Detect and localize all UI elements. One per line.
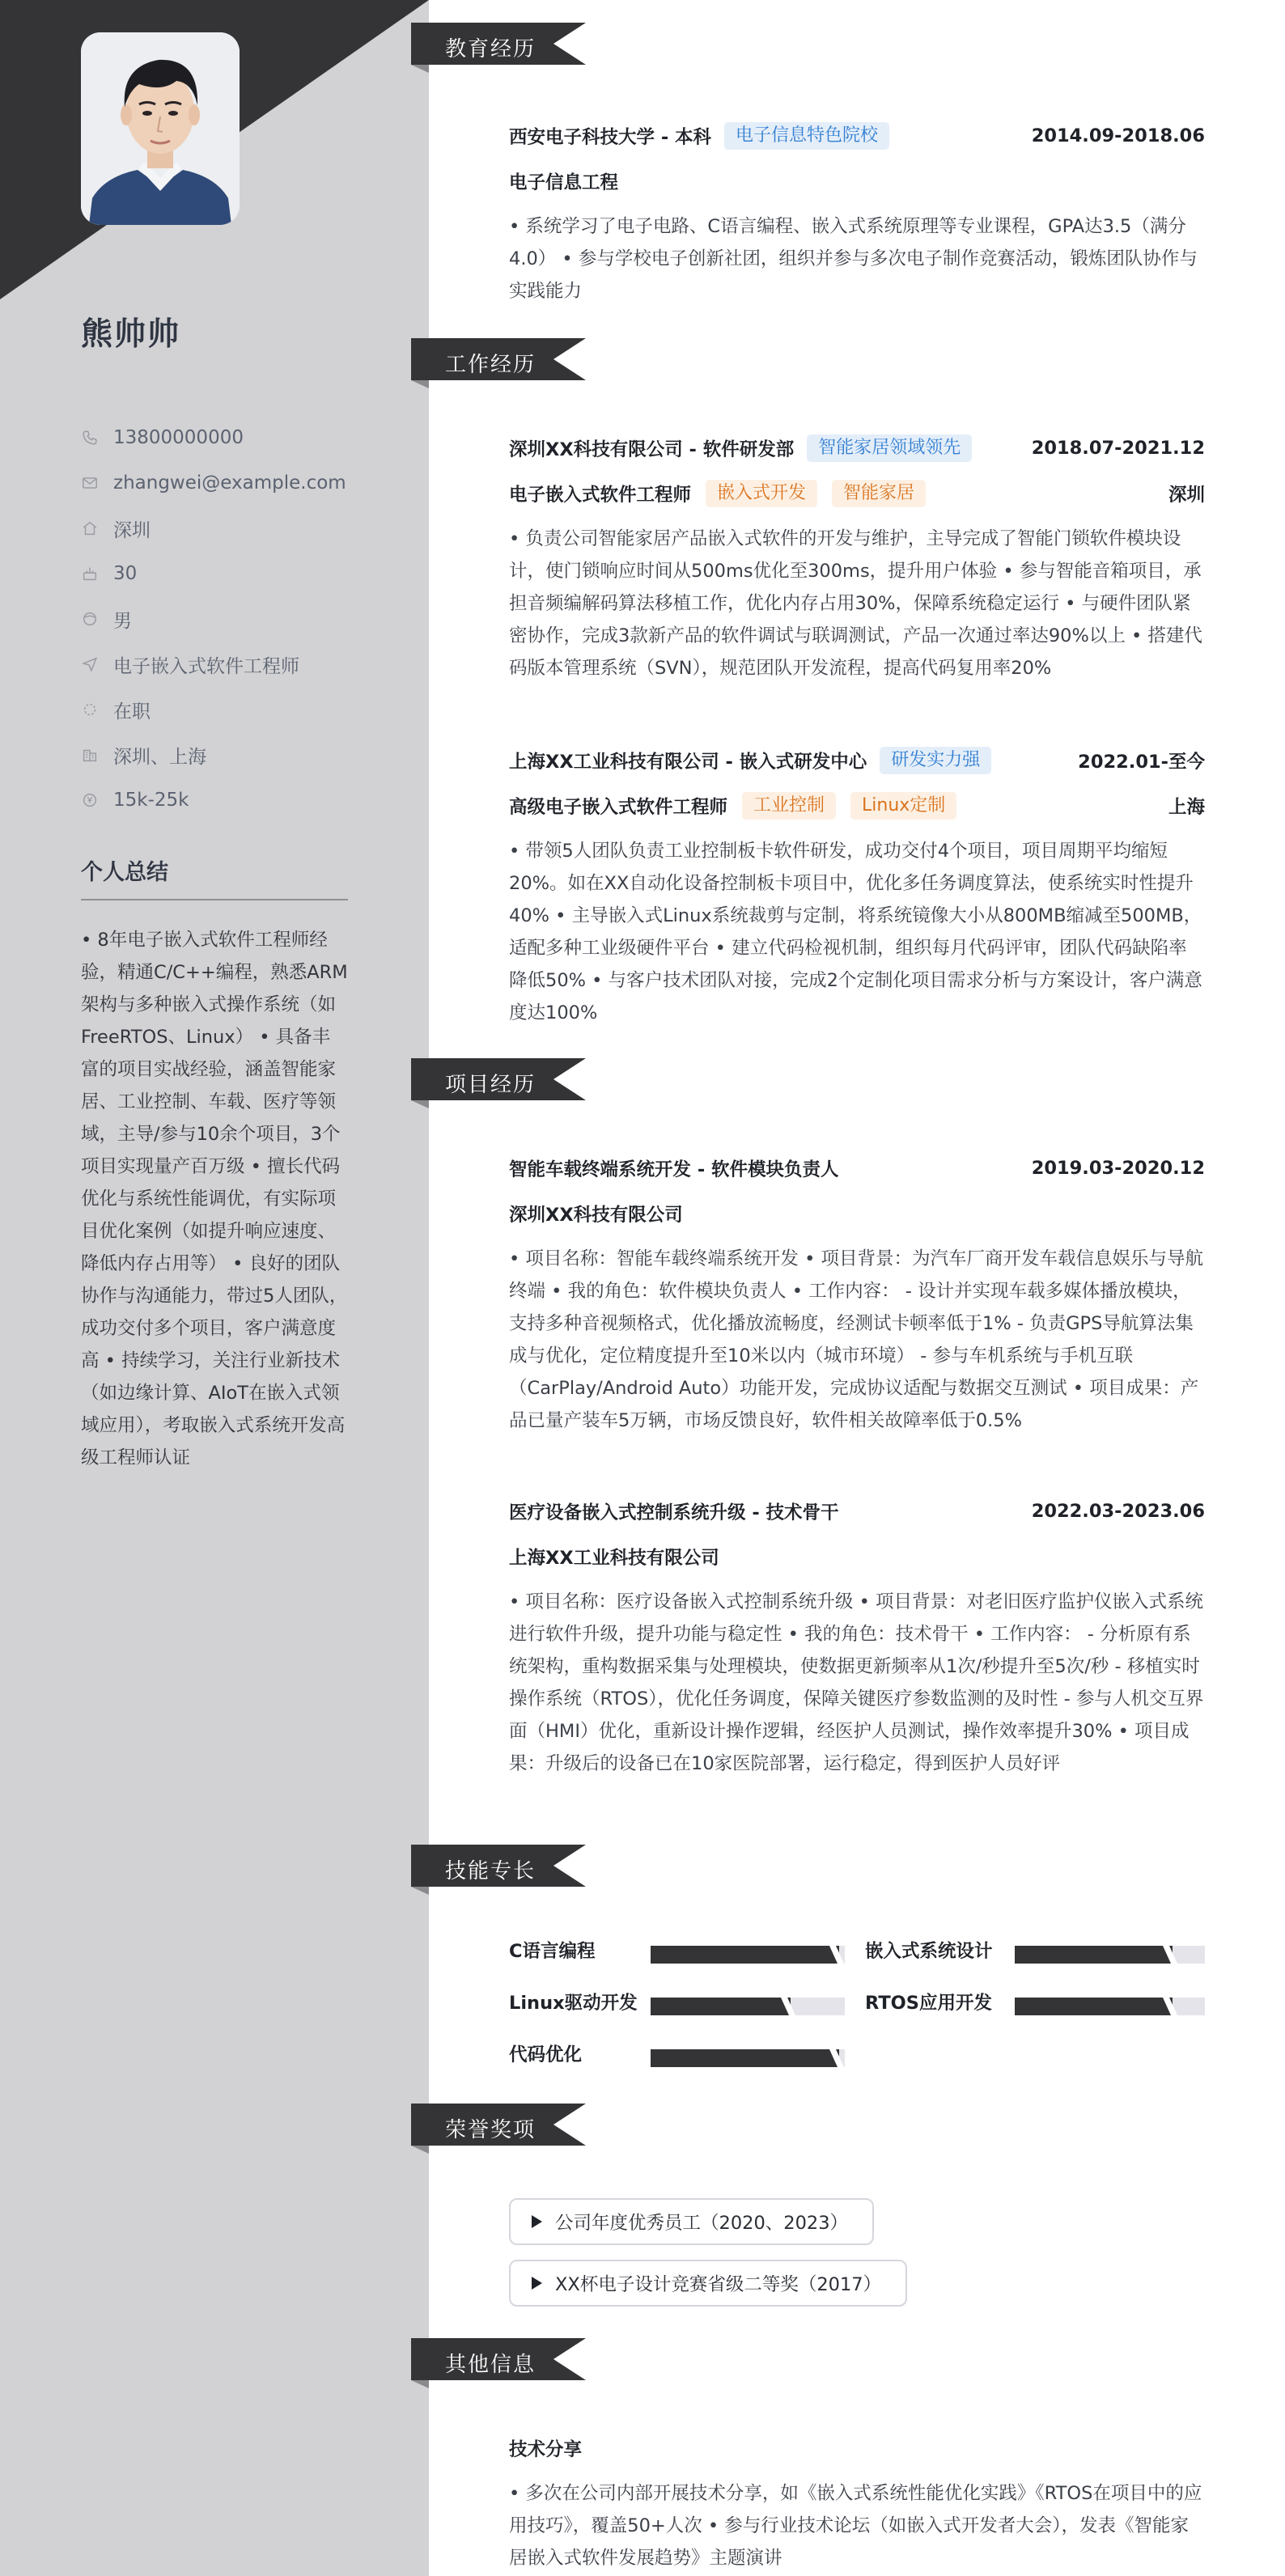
job-title: 高级电子嵌入式软件工程师 [509,797,728,818]
skill-item [865,1934,993,1966]
skill-bar-fill [651,2049,839,2067]
skill-bar [651,2049,845,2067]
home-icon [81,519,99,537]
skill-name: Linux驱动开发 [509,1993,638,2014]
section-education [411,23,589,73]
skill-bar-notch [826,1946,844,1964]
honor-text: 公司年度优秀员工（2020、2023） [555,2213,849,2234]
work-location: 上海 [1168,797,1205,818]
skill-bar [651,1998,845,2015]
info-row-salary [81,777,348,823]
skill-item [865,1985,992,2018]
project-entry [509,1495,1205,1780]
skill-bar-fill [1015,1998,1173,2015]
work-location: 深圳 [1168,485,1205,506]
skill-bar-fill [651,1946,839,1964]
position-text: 电子嵌入式软件工程师 [113,655,299,677]
skill-bar-notch [778,1998,795,2015]
skill-name: C语言编程 [509,1941,596,1962]
gender-text: 男 [113,610,132,632]
salary-icon [81,791,99,809]
info-row-gender [81,596,348,642]
mail-icon [81,474,99,492]
city-icon [81,746,99,764]
summary-text: • 8年电子嵌入式软件工程师经验，精通C/C++编程，熟悉ARM架构与多种嵌入式操作系统（如FreeRTOS、Linux） • 具备丰富的项目实战经验，涵盖智能家居、工业控制、车载、医疗等领域，主导/参与10余个项目，3个项目实现量产百万级 • 擅长代码优化与系统性能调优，有实际项目优化案例（如提升响应速度、降低内存占用等） • 良好的团队协作与沟通能力，带过5人团队，成功交付多个项目，客户满意度高 • 持续学习，关注行业新技术（如边缘计算、AIoT在嵌入式领域应用），考取嵌入式系统开发高级工程师认证 [81,930,348,1468]
skill-bar-fill [651,1998,791,2015]
sidebar [0,0,429,2576]
info-row-phone [81,415,348,460]
candidate-name: 熊帅帅 [81,316,181,353]
home-text: 深圳 [113,519,151,541]
skill-item [509,1985,638,2018]
info-row-email [81,460,348,506]
info-row-status [81,687,348,732]
project-description: • 项目名称：智能车载终端系统开发 • 项目背景：为汽车厂商开发车载信息娱乐与导航终端 • 我的角色：软件模块负责人 • 工作内容： - 设计并实现车载多媒体播放模块，支持多种音视频格式，优化播放流畅度，经测试卡顿率低于1% - 负责GPS导航算法集成与优化，定位精度提升至10米以内（城市环境） - 参与车机系统与手机互联（CarPlay/Android Auto）功能开发，完成协议适配与数据交互测试 • 项目成果：产品已量产装车5万辆，市场反馈良好，软件相关故障率低于0.5% [509,1248,1204,1431]
play-arrow-icon [532,2215,542,2228]
age-icon [81,565,99,583]
status-text: 在职 [113,701,151,722]
section-projects-title: 项目经历 [445,1073,536,1097]
info-row-position [81,642,348,687]
role-tag: 智能家居 [832,480,926,507]
work-date: 2022.01-至今 [1078,752,1205,773]
project-date: 2019.03-2020.12 [1031,1158,1205,1179]
info-row-home [81,506,348,551]
role-tag: 嵌入式开发 [706,480,817,507]
other-title: 技术分享 [509,2439,583,2460]
skill-bar [1015,1998,1205,2015]
skill-bar-notch [826,2049,844,2067]
project-date: 2022.03-2023.06 [1031,1501,1205,1522]
section-skills-title: 技能专长 [445,1859,536,1883]
project-company: 上海XX工业科技有限公司 [509,1548,719,1569]
skill-item [509,1934,596,1966]
company-name: 深圳XX科技有限公司 - 软件研发部 [509,439,795,460]
skill-bar [1015,1946,1205,1964]
job-title: 电子嵌入式软件工程师 [509,485,692,506]
section-other-title: 其他信息 [445,2353,536,2377]
info-row-age [81,551,348,596]
section-other [411,2338,589,2388]
project-title: 医疗设备嵌入式控制系统升级 - 技术骨干 [509,1502,839,1523]
company-tag: 智能家居领域领先 [807,434,972,462]
section-work-title: 工作经历 [445,353,536,377]
school-name: 西安电子科技大学 - 本科 [509,127,712,148]
section-projects [411,1058,589,1108]
section-honors-title: 荣誉奖项 [445,2118,536,2142]
honor-item [509,2198,874,2245]
status-icon [81,701,99,718]
company-name: 上海XX工业科技有限公司 - 嵌入式研发中心 [509,752,867,773]
contact-info-list [81,415,348,823]
phone-text: 13800000000 [113,427,244,448]
education-entry [509,120,1205,307]
skill-name: 代码优化 [509,2044,583,2065]
age-text: 30 [113,563,138,584]
honor-text: XX杯电子设计竞赛省级二等奖（2017） [555,2274,882,2295]
education-date: 2014.09-2018.06 [1031,125,1205,146]
section-honors [411,2104,589,2154]
skill-item [509,2037,582,2070]
gender-icon [81,610,99,628]
skill-bar-notch [1160,1946,1177,1964]
project-title: 智能车载终端系统开发 - 软件模块负责人 [509,1159,839,1180]
skill-bar-notch [1160,1998,1177,2015]
summary-title: 个人总结 [81,854,348,900]
major-name: 电子信息工程 [509,172,619,193]
company-tag: 研发实力强 [880,747,991,774]
phone-icon [81,429,99,447]
avatar [81,32,240,225]
city-text: 深圳、上海 [113,746,206,768]
section-skills [411,1845,589,1895]
skill-bar-fill [1015,1946,1173,1964]
position-icon [81,655,99,673]
work-description: • 带领5人团队负责工业控制板卡软件研发，成功交付4个项目，项目周期平均缩短20%。如在XX自动化设备控制板卡项目中，优化多任务调度算法，使系统实时性提升40% • 主导嵌入式Linux系统裁剪与定制，将系统镜像大小从800MB缩减至500MB，适配多种工业级硬件平台 • 建立代码检视机制，组织每月代码评审，团队代码缺陷率降低50% • 与客户技术团队对接，完成2个定制化项目需求分析与方案设计，客户满意度达100% [509,841,1202,1023]
email-text: zhangwei@example.com [113,472,346,494]
project-entry [509,1152,1205,1437]
education-description: • 系统学习了电子电路、C语言编程、嵌入式系统原理等专业课程，GPA达3.5（满分4.0） • 参与学校电子创新社团，组织并参与多次电子制作竞赛活动，锻炼团队协作与实践能力 [509,216,1198,302]
work-description: • 负责公司智能家居产品嵌入式软件的开发与维护，主导完成了智能门锁软件模块设计，使门锁响应时间从500ms优化至300ms，提升用户体验 • 参与智能音箱项目，承担音频编解码算法移植工作，优化内存占用30%，保障系统稳定运行 • 与硬件团队紧密协作，完成3款新产品的软件调试与联调测试，产品一次通过率达90%以上 • 搭建代码版本管理系统（SVN），规范团队开发流程，提高代码复用率20% [509,528,1202,679]
info-row-city [81,732,348,777]
school-tag: 电子信息特色院校 [724,122,889,150]
section-work [411,338,589,388]
role-tag: 工业控制 [742,792,836,820]
project-description: • 项目名称：医疗设备嵌入式控制系统升级 • 项目背景：对老旧医疗监护仪嵌入式系统进行软件升级，提升功能与稳定性 • 我的角色：技术骨干 • 工作内容： - 分析原有系统架构，重构数据采集与处理模块，使数据更新频率从1次/秒提升至5次/秒 - 移植实时操作系统（RTOS），优化任务调度，保障关键医疗参数监测的及时性 - 参与人机交互界面（HMI）优化，重新设计操作逻辑，经医护人员测试，操作效率提升30% • 项目成果：升级后的设备已在10家医院部署，运行稳定，得到医护人员好评 [509,1591,1204,1774]
other-entry [509,2432,1205,2574]
skill-bar [651,1946,845,1964]
role-tag: Linux定制 [850,792,956,820]
other-description: • 多次在公司内部开展技术分享，如《嵌入式系统性能优化实践》《RTOS在项目中的应用技巧》，覆盖50+人次 • 参与行业技术论坛（如嵌入式开发者大会），发表《智能家居嵌入式软件发展趋势》主题演讲 [509,2483,1202,2569]
honor-item [509,2260,907,2307]
skill-name: RTOS应用开发 [865,1993,992,2014]
project-company: 深圳XX科技有限公司 [509,1205,683,1226]
section-education-title: 教育经历 [445,37,536,61]
work-date: 2018.07-2021.12 [1031,438,1205,459]
play-arrow-icon [532,2277,542,2290]
skill-name: 嵌入式系统设计 [865,1941,993,1962]
salary-text: 15k-25k [113,790,189,811]
work-entry [509,432,1205,684]
work-entry [509,744,1205,1029]
